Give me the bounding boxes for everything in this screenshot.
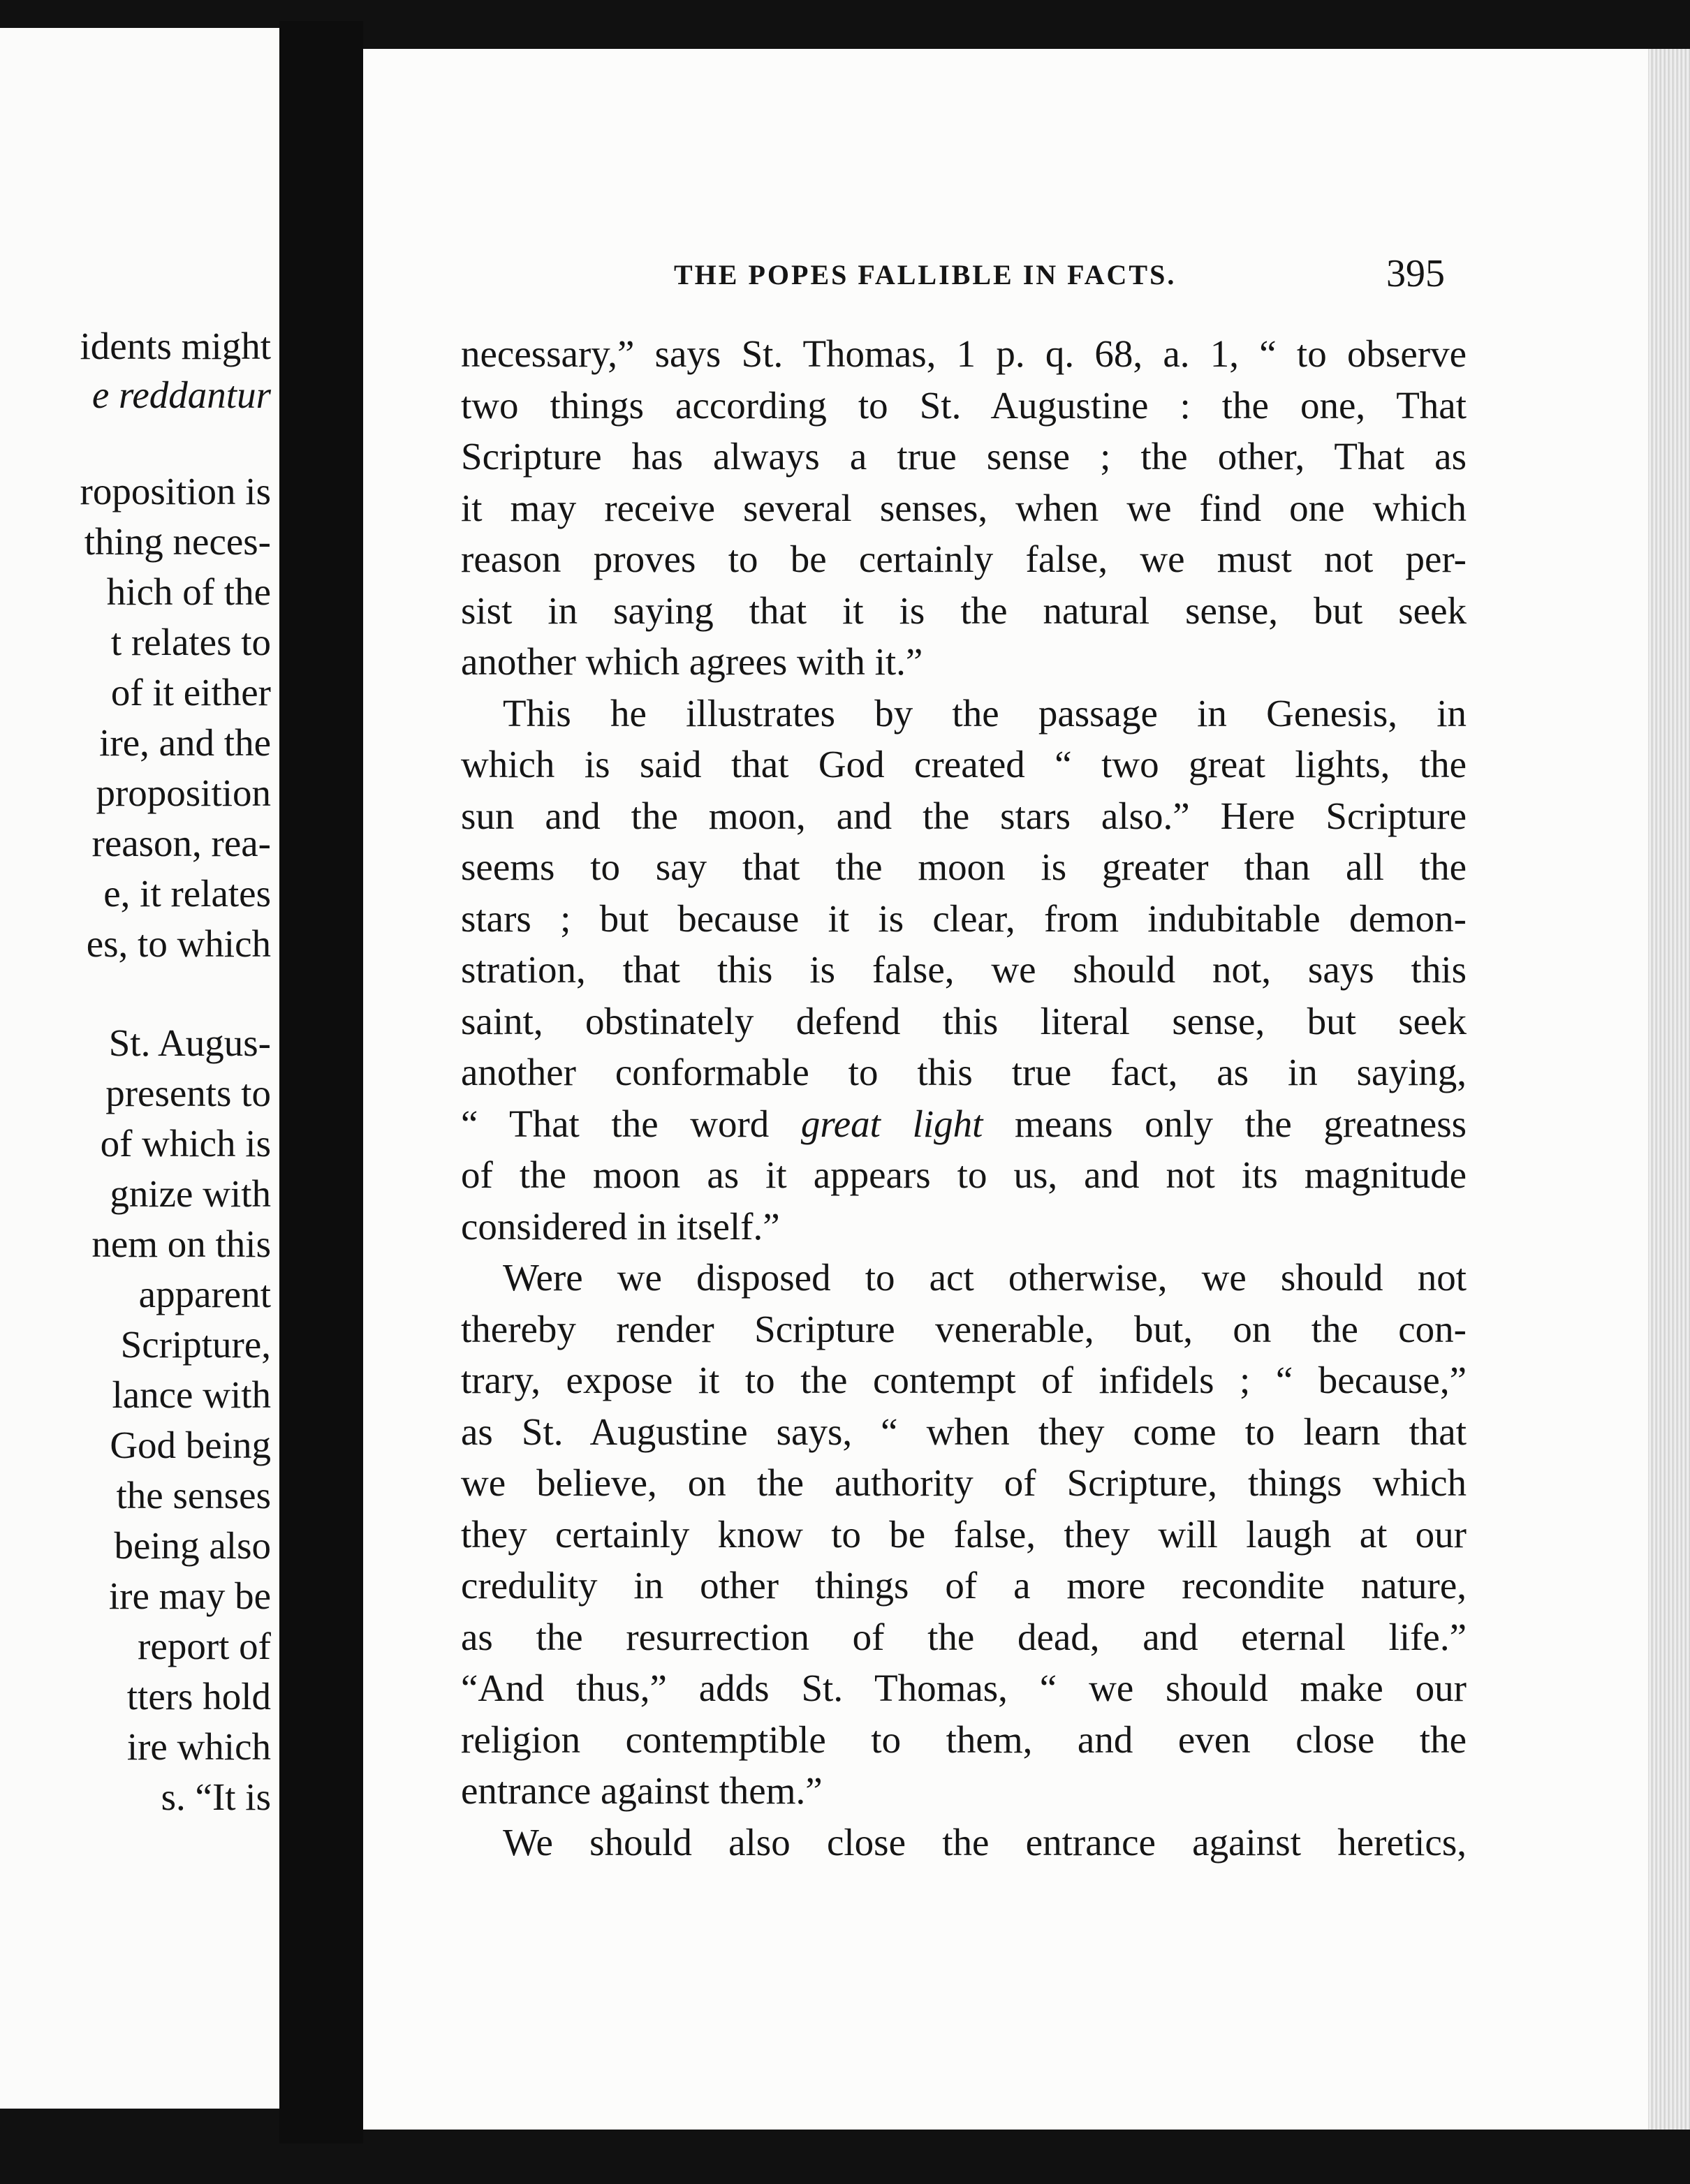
text-line: This he illustrates by the passage in Genesis, in — [503, 691, 1467, 735]
text-line: stars ; but because it is clear, from indubitable demon- — [461, 897, 1467, 940]
text-line: as the resurrection of the dead, and eternal life.” — [461, 1615, 1467, 1658]
left-line: ire may be — [108, 1574, 271, 1617]
left-line: report of — [138, 1625, 271, 1667]
left-line: God being — [110, 1424, 271, 1466]
text-line: We should also close the entrance against heretics, — [503, 1820, 1467, 1864]
running-head: THE POPES FALLIBLE IN FACTS. — [674, 259, 1177, 290]
text-line: sist in saying that it is the natural sense, but seek — [461, 589, 1467, 632]
text-line: we believe, on the authority of Scripture, things which — [461, 1461, 1467, 1504]
text-line: Were we disposed to act otherwise, we should not — [503, 1256, 1467, 1299]
text-line: another conformable to this true fact, as in saying, — [461, 1051, 1467, 1093]
text-line: as St. Augustine says, “ when they come to learn that — [461, 1410, 1467, 1453]
body-text — [461, 328, 1467, 1868]
right-page — [363, 49, 1690, 2130]
text-line: thereby render Scripture venerable, but, on the con- — [461, 1307, 1467, 1350]
left-line: idents might — [80, 325, 271, 367]
text-line: seems to say that the moon is greater than all the — [461, 846, 1467, 888]
text-line: of the moon as it appears to us, and not its magnitude — [461, 1153, 1467, 1196]
left-line: St. Augus- — [108, 1021, 271, 1064]
text-line: trary, expose it to the contempt of infidels ; “ because,” — [461, 1359, 1467, 1401]
text-line: credulity in other things of a more recondite nature, — [461, 1564, 1467, 1607]
left-line: e reddantur — [91, 374, 271, 416]
text-line: considered in itself.” — [461, 1204, 780, 1248]
text-line: stration, that this is false, we should not, says this — [461, 948, 1467, 991]
text-line: another which agrees with it.” — [461, 640, 923, 683]
left-line: gnize with — [110, 1172, 271, 1215]
left-line: proposition — [96, 772, 271, 814]
page-edge — [1648, 49, 1690, 2130]
text-line: sun and the moon, and the stars also.” Here Scripture — [461, 794, 1467, 837]
text-line-with-italic — [461, 1098, 1467, 1150]
text-line: Scripture has always a true sense ; the other, That as — [461, 435, 1467, 478]
book-gutter — [279, 21, 363, 2144]
left-line: t relates to — [110, 621, 271, 663]
italic-phrase: great light — [800, 1102, 983, 1145]
text-line: two things according to St. Augustine : the one, That — [461, 383, 1467, 427]
text-line: it may receive several senses, when we find one which — [461, 486, 1467, 529]
text-line: reason proves to be certainly false, we must not per- — [461, 538, 1467, 580]
text-segment: “ That the word — [461, 1102, 801, 1145]
left-line: presents to — [105, 1072, 271, 1114]
text-line: necessary,” says St. Thomas, 1 p. q. 68, a. 1, “ to observe — [461, 332, 1467, 375]
left-line: tters hold — [126, 1675, 271, 1718]
left-line: the senses — [116, 1474, 271, 1517]
left-line: roposition is — [80, 470, 271, 512]
left-line: of it either — [110, 671, 271, 714]
left-line: s. “It is — [161, 1776, 271, 1818]
text-line: “And thus,” adds St. Thomas, “ we should make our — [461, 1667, 1467, 1709]
left-line: Scripture, — [120, 1323, 271, 1366]
left-line: es, to which — [86, 922, 271, 965]
text-line: which is said that God created “ two great lights, the — [461, 743, 1467, 785]
left-line: e, it relates — [103, 872, 271, 915]
left-line: reason, rea- — [91, 822, 271, 864]
text-line: religion contemptible to them, and even close the — [461, 1718, 1467, 1761]
left-page — [0, 28, 279, 2109]
text-segment: means only the greatness — [1015, 1102, 1467, 1145]
left-line: nem on this — [91, 1223, 271, 1265]
page-number: 395 — [1386, 252, 1445, 295]
left-line: lance with — [112, 1373, 271, 1416]
left-line: apparent — [138, 1273, 271, 1315]
left-line: ire which — [126, 1725, 271, 1768]
left-line: thing neces- — [84, 520, 271, 563]
text-line: saint, obstinately defend this literal sense, but seek — [461, 999, 1467, 1042]
text-line: entrance against them.” — [461, 1769, 823, 1812]
left-line: being also — [114, 1524, 271, 1567]
text-line: they certainly know to be false, they will laugh at our — [461, 1512, 1467, 1556]
left-line: of which is — [100, 1122, 271, 1165]
left-line: ire, and the — [99, 721, 271, 764]
left-line: hich of the — [106, 570, 271, 613]
